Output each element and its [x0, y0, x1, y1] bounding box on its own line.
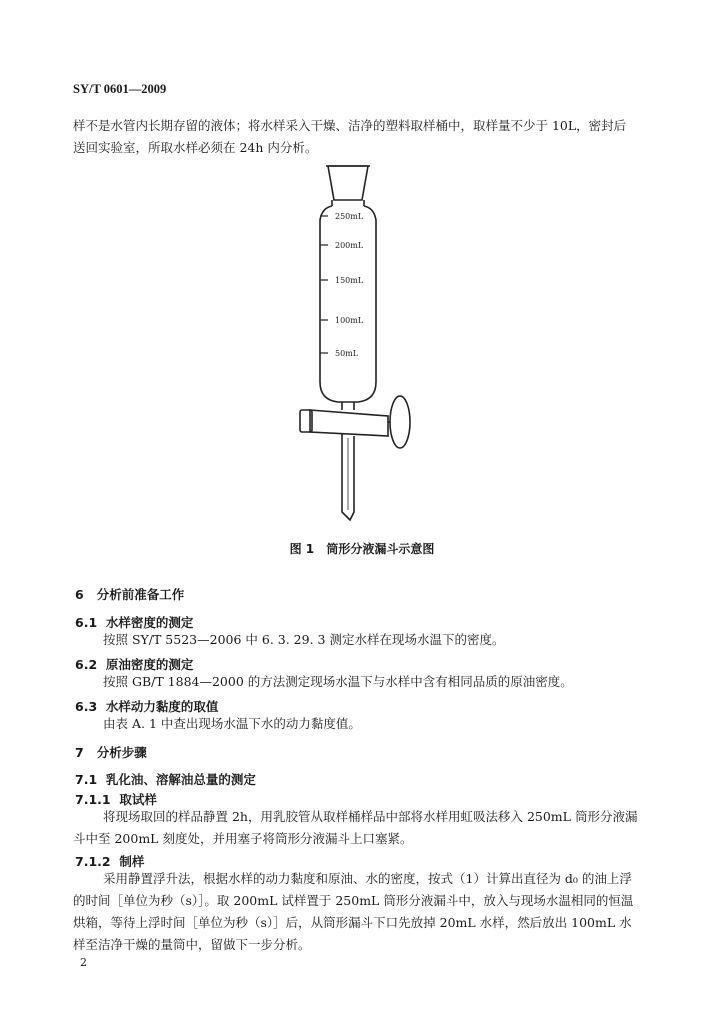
paragraph-7-1-1-line-2: 斗中至 200mL 刻度处，并用塞子将筒形分液漏斗上口塞紧。 [73, 831, 413, 846]
paragraph-7-1-2-line-1: 采用静置浮升法，根据水样的动力黏度和原油、水的密度，按式（1）计算出直径为 d₀ 的油上浮 [103, 871, 632, 886]
separatory-funnel-figure [280, 160, 440, 530]
graduation-ticks [320, 216, 328, 353]
paragraph-7-1-2-line-4: 样至洁净干燥的量筒中，留做下一步分析。 [73, 937, 311, 952]
section-number: 7 [75, 745, 84, 760]
standard-code: SY/T 0601—2009 [73, 82, 167, 96]
section-title: 原油密度的测定 [105, 657, 194, 672]
paragraph-7-1-2-line-3: 烘箱，等待上浮时间［单位为秒（s）］后，从筒形漏斗下口先放掉 20mL 水样，然后放出 100mL 水 [73, 915, 632, 930]
figure-caption [0, 540, 724, 557]
section-number: 7.1 [75, 772, 98, 787]
paragraph-6-1: 按照 SY/T 5523—2006 中 6. 3. 29. 3 测定水样在现场水温下的密度。 [103, 632, 505, 647]
section-number: 7.1.2 [75, 854, 111, 869]
section-title: 制样 [119, 854, 145, 869]
intro-line-1: 样不是水管内长期存留的液体；将水样采入干燥、洁净的塑料取样桶中，取样量不少于 10L，密封后 [73, 118, 627, 133]
section-number: 7.1.1 [75, 792, 111, 807]
section-title: 水样动力黏度的取值 [105, 699, 219, 714]
section-number: 6.1 [75, 615, 98, 630]
intro-line-2: 送回实验室，所取水样必须在 24h 内分析。 [73, 140, 318, 155]
graduation-label-150: 150mL [335, 276, 364, 285]
graduation-label-100: 100mL [335, 316, 364, 325]
section-title: 乳化油、溶解油总量的测定 [105, 772, 256, 787]
paragraph-6-3: 由表 A. 1 中查出现场水温下水的动力黏度值。 [103, 716, 361, 731]
section-title: 分析步骤 [96, 745, 147, 760]
section-title: 取试样 [119, 792, 157, 807]
section-title: 分析前准备工作 [96, 587, 185, 602]
stopcock-barrel [310, 410, 388, 436]
section-title: 水样密度的测定 [105, 615, 194, 630]
figure-title: 筒形分液漏斗示意图 [326, 542, 435, 556]
page-number: 2 [80, 956, 87, 969]
section-number: 6.2 [75, 657, 98, 672]
funnel-stopper [328, 166, 368, 200]
figure-number: 图 1 [289, 542, 315, 556]
paragraph-7-1-2-line-2: 的时间［单位为秒（s）］。取 200mL 试样置于 250mL 筒形分液漏斗中，放入与现场水温相同的恒温 [73, 893, 634, 908]
funnel-body [320, 206, 376, 402]
stopcock-handle [390, 396, 410, 448]
paragraph-6-2: 按照 GB/T 1884—2000 的方法测定现场水温下与水样中含有相同品质的原油密度。 [103, 674, 573, 689]
section-7-heading [75, 743, 147, 761]
graduation-label-250: 250mL [335, 212, 364, 221]
section-6-heading [75, 585, 184, 603]
graduation-label-200: 200mL [335, 241, 364, 250]
graduation-label-50: 50mL [335, 349, 359, 358]
section-7-1-heading [75, 770, 256, 788]
paragraph-7-1-1-line-1: 将现场取回的样品静置 2h，用乳胶管从取样桶样品中部将水样用虹吸法移入 250mL 筒形分液漏 [103, 809, 638, 824]
section-number: 6.3 [75, 699, 98, 714]
section-number: 6 [75, 587, 84, 602]
